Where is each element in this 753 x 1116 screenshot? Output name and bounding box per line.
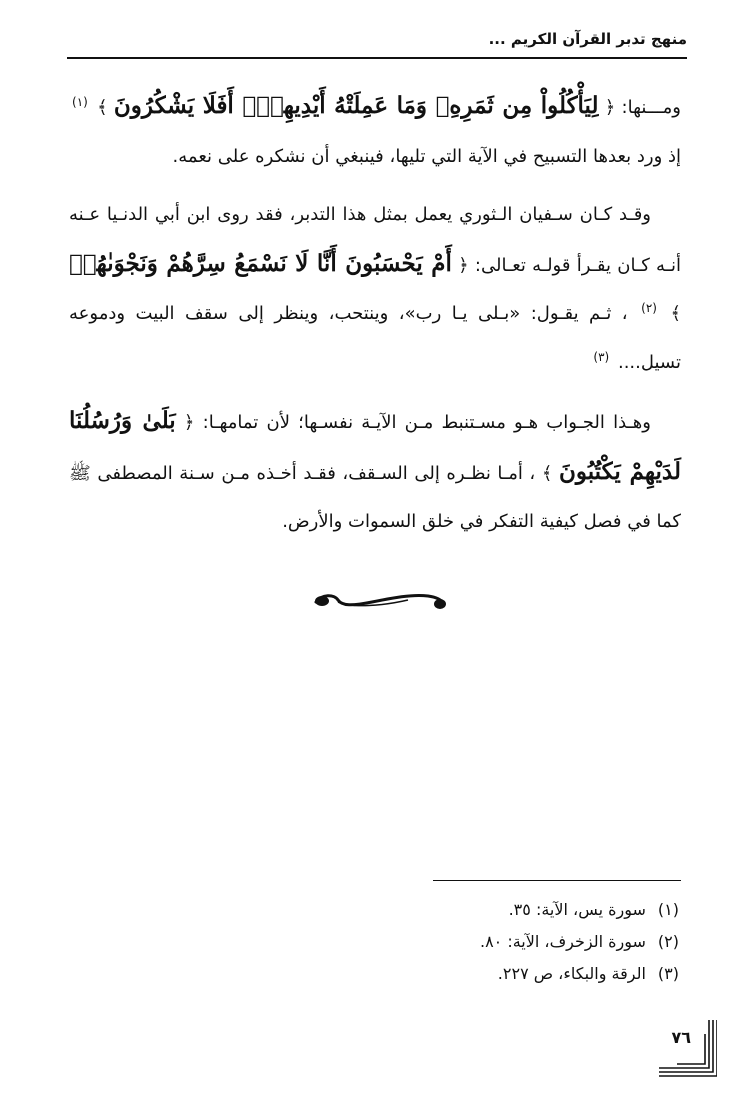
footnote-text: سورة الزخرف، الآية: ٨٠. bbox=[479, 932, 646, 951]
paragraph-lead: وقـد كـان سـفيان الـثوري يعمل بمثل هذا التدبر، فقد روى ابن أبي الدنـيا عـنه أنـه كـان يقـرأ قولـه تعـالى: bbox=[69, 204, 681, 276]
paragraph-lead: وهـذا الجـواب هـو مسـتنبط مـن الآيـة نفسـها؛ لأن تمامهـا: bbox=[194, 412, 651, 433]
footnote-item bbox=[379, 958, 679, 990]
quran-close-bracket: ﴾ bbox=[97, 97, 108, 118]
paragraph-text: ، ثـم يقـول: «بـلى يـا رب»، وينتحب، وينظر إلى سقف البيت ودموعه تسيل.... bbox=[69, 303, 681, 373]
footnote-number: (١) bbox=[657, 900, 679, 919]
footnote-text: الرقة والبكاء، ص ٢٢٧. bbox=[497, 964, 646, 983]
footnote-number: (٢) bbox=[657, 932, 679, 951]
paragraph-2 bbox=[69, 191, 681, 387]
running-title: منهج تدبر القرآن الكريم ... bbox=[488, 30, 687, 48]
quran-open-bracket: ﴿ bbox=[183, 412, 195, 433]
quran-verse: لِيَأْكُلُواْ مِن ثَمَرِهِۦ وَمَا عَمِلَتْهُ أَيْدِيهِمْۚ أَفَلَا يَشْكُرُونَ bbox=[113, 92, 599, 119]
footnote-text: سورة يس، الآية: ٣٥. bbox=[508, 900, 646, 919]
paragraph-text: ، أمـا نظـره إلى السـقف، فقـد أخـذه مـن سـنة المصطفى ﷺ كما في فصل كيفية التفكر في خلق السموات والأرض. bbox=[69, 462, 681, 532]
header-rule bbox=[67, 57, 687, 59]
body-text bbox=[69, 82, 681, 557]
footnote-ref: (٣) bbox=[593, 349, 610, 364]
footnote-number: (٣) bbox=[657, 964, 679, 983]
paragraph-1 bbox=[69, 82, 681, 181]
quran-open-bracket: ﴿ bbox=[604, 97, 616, 118]
quran-open-bracket: ﴿ bbox=[458, 254, 469, 276]
quran-verse: بَلَىٰ وَرُسُلُنَا لَدَيْهِمْ يَكْتُبُونَ bbox=[69, 407, 681, 485]
page-number: ٧٦ bbox=[671, 1028, 691, 1047]
quran-close-bracket: ﴾ bbox=[541, 462, 553, 484]
paragraph-3 bbox=[69, 397, 681, 547]
footnote-rule bbox=[433, 880, 681, 881]
footnote-ref: (١) bbox=[72, 95, 88, 109]
footnote-item bbox=[379, 894, 679, 926]
quran-verse: أَمْ يَحْسَبُونَ أَنَّا لَا نَسْمَعُ سِرَّهُمْ وَنَجْوَىٰهُمۚ bbox=[69, 249, 452, 277]
footnotes bbox=[379, 894, 679, 990]
flourish-divider-icon bbox=[312, 588, 448, 614]
footnote-item bbox=[379, 926, 679, 958]
paragraph-lead: ومـــنها: bbox=[615, 97, 681, 118]
page-number-corner-icon bbox=[657, 1018, 717, 1078]
page-number-block bbox=[657, 1018, 717, 1078]
paragraph-text: إذ ورد بعدها التسبيح في الآية التي تليها، فينبغي أن نشكره على نعمه. bbox=[172, 145, 681, 167]
running-header bbox=[67, 30, 687, 60]
quran-close-bracket: ﴾ bbox=[670, 303, 681, 324]
footnote-ref: (٢) bbox=[641, 301, 657, 315]
